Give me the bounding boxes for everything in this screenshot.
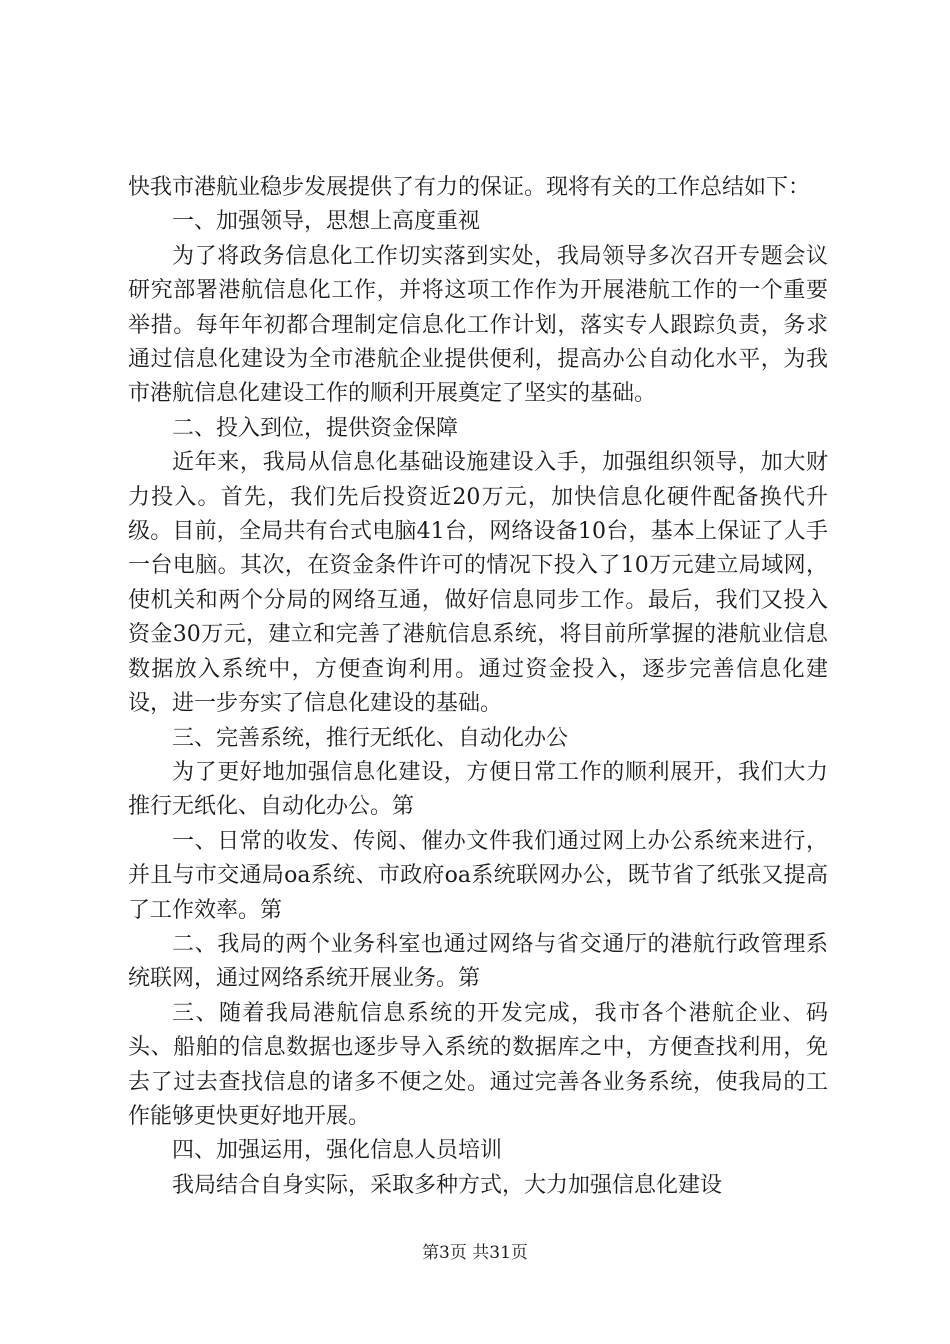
body-paragraph: 为了将政务信息化工作切实落到实处，我局领导多次召开专题会议研究部署港航信息化工作，并将这项工作作为开展港航工作的一个重要举措。每年年初都合理制定信息化工作计划，落实专人跟踪负责，务求通过信息化建设为全市港航企业提供便利，提高办公自动化水平，为我市港航信息化建设工作的顺利开展奠定了坚实的基础。 [128, 243, 828, 407]
body-paragraph: 三、完善系统，推行无纸化、自动化办公 [172, 725, 569, 751]
body-paragraph: 我局结合自身实际，采取多种方式，大力加强信息化建设 [172, 1172, 723, 1198]
body-paragraph: 二、投入到位，提供资金保障 [172, 415, 459, 441]
body-paragraph: 三、随着我局港航信息系统的开发完成，我市各个港航企业、码头、船舶的信息数据也逐步导入系统的数据库之中，方便查找利用，免去了过去查找信息的诸多不便之处。通过完善各业务系统，使我局的工作能够更快更好地开展。 [128, 1000, 828, 1129]
page-number-footer: 第3页 共31页 [422, 1243, 528, 1263]
body-paragraph: 一、日常的收发、传阅、催办文件我们通过网上办公系统来进行，并且与市交通局oa系统、市政府oa系统联网办公，既节省了纸张又提高了工作效率。第 [128, 828, 828, 923]
body-paragraph: 近年来，我局从信息化基础设施建设入手，加强组织领导，加大财力投入。首先，我们先后投资近20万元，加快信息化硬件配备换代升级。目前，全局共有台式电脑41台，网络设备10台，基本上保证了人手一台电脑。其次，在资金条件许可的情况下投入了10万元建立局域网，使机关和两个分局的网络互通，做好信息同步工作。最后，我们又投入资金30万元，建立和完善了港航信息系统，将目前所掌握的港航业信息数据放入系统中，方便查询利用。通过资金投入，逐步完善信息化建设，进一步夯实了信息化建设的基础。 [128, 450, 828, 717]
body-paragraph: 四、加强运用，强化信息人员培训 [172, 1138, 503, 1164]
document-body [128, 171, 828, 1203]
body-paragraph: 快我市港航业稳步发展提供了有力的保证。现将有关的工作总结如下： [128, 175, 811, 200]
body-paragraph: 二、我局的两个业务科室也通过网络与省交通厅的港航行政管理系统联网，通过网络系统开展业务。第 [128, 931, 828, 992]
body-paragraph: 一、加强领导，思想上高度重视 [172, 209, 481, 235]
body-paragraph: 为了更好地加强信息化建设，方便日常工作的顺利展开，我们大力推行无纸化、自动化办公。第 [128, 759, 828, 820]
